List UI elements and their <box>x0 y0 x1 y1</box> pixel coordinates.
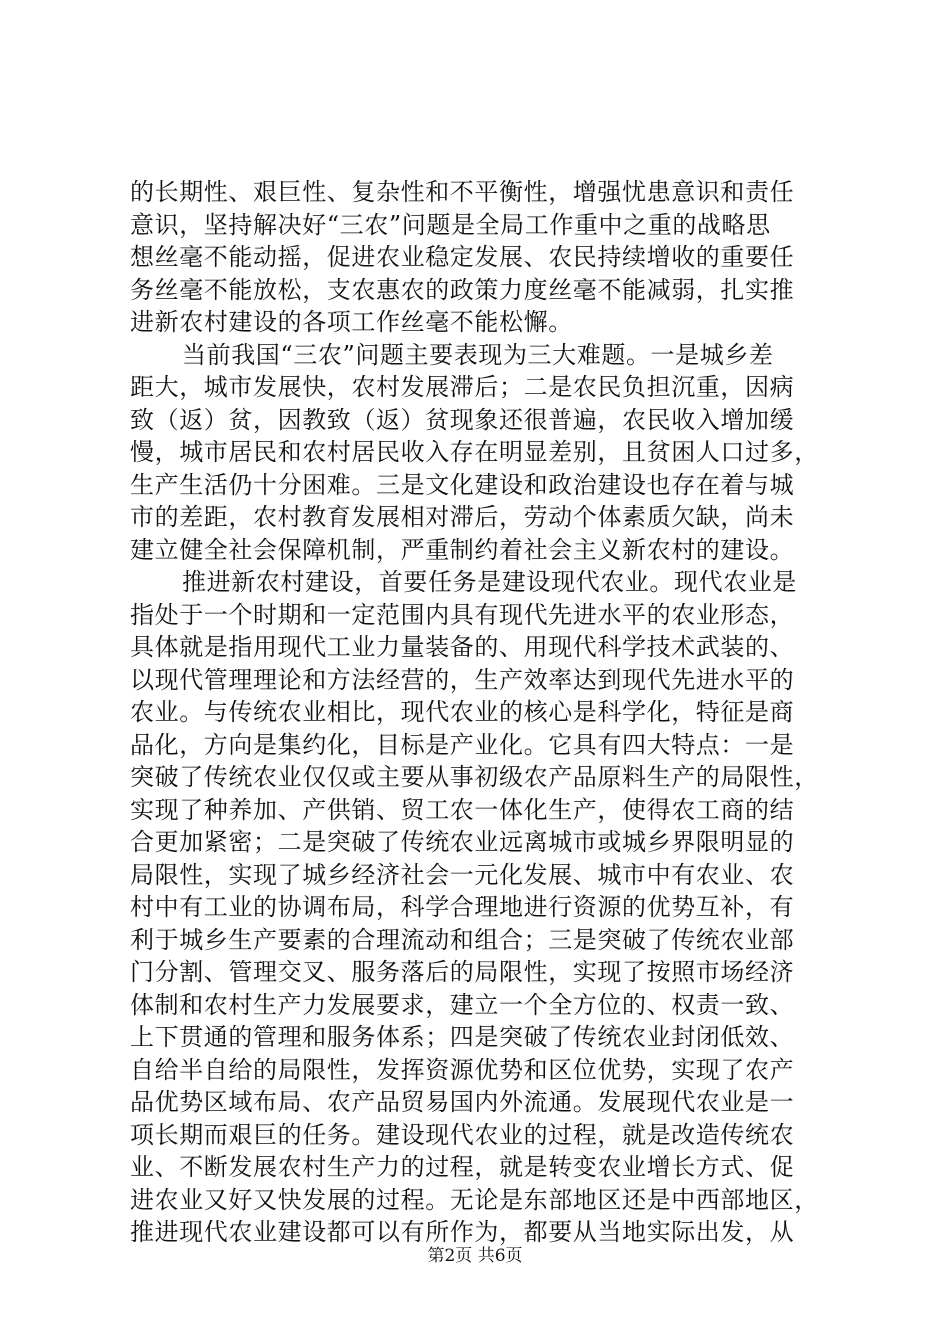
text-line: 村中有工业的协调布局，科学合理地进行资源的优势互补，有 <box>130 893 795 921</box>
text-line: 想丝毫不能动摇，促进农业稳定发展、农民持续增收的重要任 <box>130 243 795 271</box>
text-line: 进农业又好又快发展的过程。无论是东部地区还是中西部地区， <box>130 1185 819 1214</box>
text-line: 推进新农村建设，首要任务是建设现代农业。现代农业是 <box>182 568 797 596</box>
text-line: 品优势区域布局、农产品贸易国内外流通。发展现代农业是一 <box>130 1088 795 1116</box>
text-line: 慢，城市居民和农村居民收入存在明显差别，且贫困人口过多， <box>130 438 819 466</box>
text-line: 市的差距，农村教育发展相对滞后，劳动个体素质欠缺，尚未 <box>130 503 795 531</box>
text-line: 利于城乡生产要素的合理流动和组合；三是突破了传统农业部 <box>130 925 795 954</box>
text-line: 以现代管理理论和方法经营的，生产效率达到现代先进水平的 <box>130 665 795 694</box>
text-line: 务丝毫不能放松，支农惠农的政策力度丝毫不能减弱，扎实推 <box>130 275 795 304</box>
text-line: 局限性，实现了城乡经济社会一元化发展、城市中有农业、农 <box>130 860 795 889</box>
text-line: 进新农村建设的各项工作丝毫不能松懈。 <box>130 308 573 336</box>
text-line: 突破了传统农业仅仅或主要从事初级农产品原料生产的局限性， <box>130 763 819 791</box>
text-line: 门分割、管理交叉、服务落后的局限性，实现了按照市场经济 <box>130 958 795 986</box>
text-line: 业、不断发展农村生产力的过程，就是转变农业增长方式、促 <box>130 1153 795 1181</box>
text-line: 农业。与传统农业相比，现代农业的核心是科学化，特征是商 <box>130 698 795 726</box>
text-line: 品化，方向是集约化，目标是产业化。它具有四大特点：一是 <box>130 730 795 759</box>
text-line: 上下贯通的管理和服务体系；四是突破了传统农业封闭低效、 <box>130 1023 795 1051</box>
text-line: 的长期性、艰巨性、复杂性和不平衡性，增强忧患意识和责任 <box>130 178 795 206</box>
text-line: 实现了种养加、产供销、贸工农一体化生产，使得农工商的结 <box>130 795 795 824</box>
page-footer: 第2页 共6页 <box>427 1246 523 1266</box>
text-line: 体制和农村生产力发展要求，建立一个全方位的、权责一致、 <box>130 990 795 1019</box>
text-line: 项长期而艰巨的任务。建设现代农业的过程，就是改造传统农 <box>130 1120 795 1149</box>
body-text <box>130 176 830 1249</box>
text-line: 合更加紧密；二是突破了传统农业远离城市或城乡界限明显的 <box>130 828 795 856</box>
text-line: 当前我国“三农”问题主要表现为三大难题。一是城乡差 <box>182 340 774 369</box>
text-line: 自给半自给的局限性，发挥资源优势和区位优势，实现了农产 <box>130 1055 795 1084</box>
text-line: 生产生活仍十分困难。三是文化建设和政治建设也存在着与城 <box>130 470 795 499</box>
text-line: 致（返）贫，因教致（返）贫现象还很普遍，农民收入增加缓 <box>130 405 795 434</box>
text-line: 意识，坚持解决好“三农”问题是全局工作重中之重的战略思 <box>130 210 771 239</box>
text-line: 推进现代农业建设都可以有所作为，都要从当地实际出发，从 <box>130 1218 795 1246</box>
text-line: 具体就是指用现代工业力量装备的、用现代科学技术武装的、 <box>130 633 795 661</box>
text-line: 距大，城市发展快，农村发展滞后；二是农民负担沉重，因病 <box>130 373 795 401</box>
text-line: 指处于一个时期和一定范围内具有现代先进水平的农业形态， <box>130 600 795 629</box>
text-line: 建立健全社会保障机制，严重制约着社会主义新农村的建设。 <box>130 535 795 564</box>
